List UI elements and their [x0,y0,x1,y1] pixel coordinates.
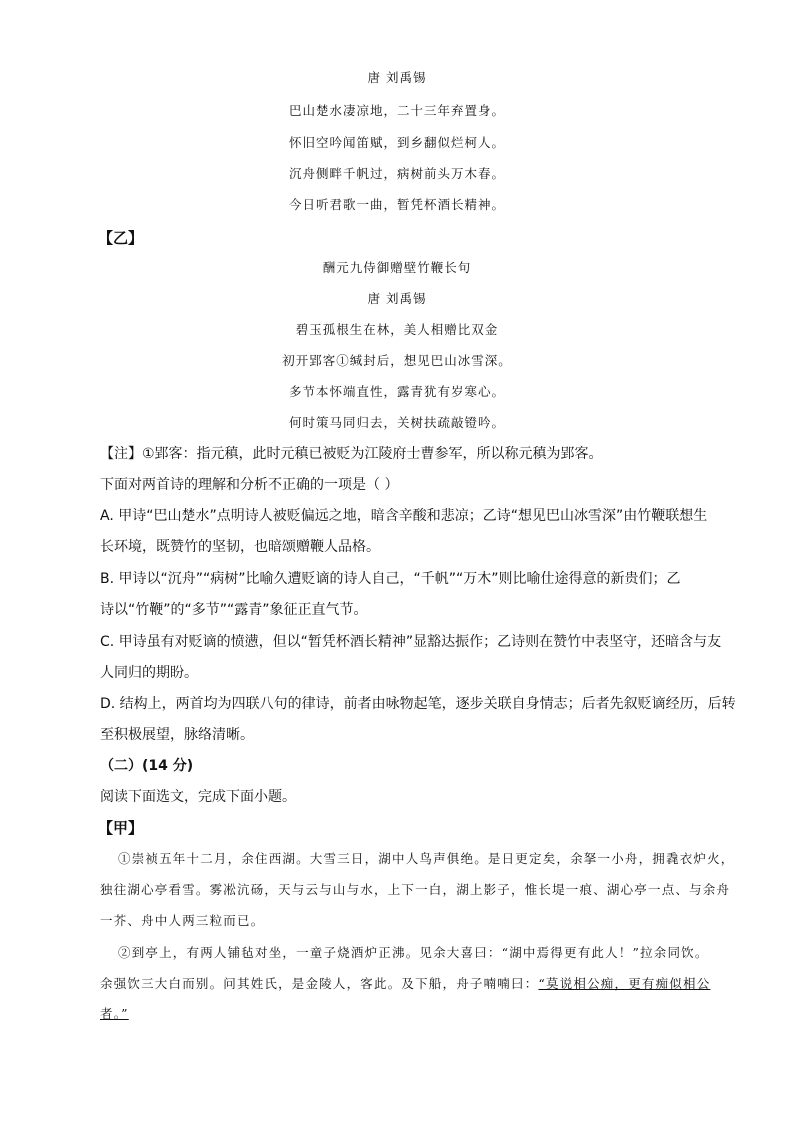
passage-label: 【甲】 [98,819,144,837]
option-b-line: B. 甲诗以“沉舟”“病树”比喻久遭贬谪的诗人自己，“千帆”“万木”则比喻仕途得意的新贵们；乙 [100,571,681,587]
poem1-author: 唐 刘禹锡 [367,70,427,85]
option-d-line: D. 结构上，两首均为四联八句的律诗，前者由咏物起笔，逐步关联自身情志；后者先叙贬谪经历，后转 [100,696,736,712]
poem2-label: 【乙】 [98,229,144,247]
option-a-line: A. 甲诗“巴山楚水”点明诗人被贬偏远之地，暗含辛酸和悲凉；乙诗“想见巴山冰雪深”由竹鞭联想生 [100,508,708,524]
underlined-quote-end: 者。” [100,1006,129,1021]
section-heading: （二）(14 分) [100,758,194,774]
poem1-line: 沉舟侧畔千帆过，病树前头万木春。 [288,166,505,181]
poem2-line: 碧玉孤根生在林，美人相赠比双金 [295,322,499,337]
poem1-line: 怀旧空吟闻笛赋，到乡翻似烂柯人。 [288,135,505,150]
option-c-line: 人同归的期盼。 [100,665,198,681]
poem1-line: 巴山楚水凄凉地，二十三年弃置身。 [288,103,505,118]
poem2-line: 何时策马同归去，关树扶疏敲镫吟。 [288,415,505,430]
poem2-title: 酬元九侍御赠壁竹鞭长句 [322,260,472,275]
question-stem: 下面对两首诗的理解和分析不正确的一项是（ ） [100,477,399,493]
section-instruction: 阅读下面选文，完成下面小题。 [100,789,296,805]
passage-line: 一芥、舟中人两三粒而已。 [100,913,265,928]
annotation-note: 【注】①郢客：指元稹，此时元稹已被贬为江陵府士曹参军，所以称元稹为郢客。 [100,446,603,462]
option-d-line: 至积极展望，脉络清晰。 [100,727,254,743]
poem2-line: 多节本怀端直性，露青犹有岁寒心。 [288,384,505,399]
passage-text: 余强饮三大白而别。问其姓氏，是金陵人，客此。及下船，舟子喃喃曰： [100,976,539,991]
passage-line: ①崇祯五年十二月，余住西湖。大雪三日，湖中人鸟声俱绝。是日更定矣，余拏一小舟，拥毳衣炉火， [118,851,735,866]
passage-line: ②到亭上，有两人铺毡对坐，一童子烧酒炉正沸。见余大喜曰：“湖中焉得更有此人！”拉余同饮。 [118,945,709,960]
passage-line [100,974,710,992]
underlined-quote: “莫说相公痴，更有痴似相公 [538,976,711,991]
passage-line: 独往湖心亭看雪。雾凇沆砀，天与云与山与水，上下一白，湖上影子，惟长堤一痕、湖心亭一点、与余舟 [100,882,731,897]
poem2-author: 唐 刘禹锡 [367,291,427,306]
poem2-line: 初开郢客①缄封后，想见巴山冰雪深。 [282,353,512,368]
poem1-line: 今日听君歌一曲，暂凭杯酒长精神。 [288,197,505,212]
option-a-line: 长环境，既赞竹的坚韧，也暗颂赠鞭人品格。 [100,539,380,555]
option-b-line: 诗以“竹鞭”的“多节”“露青”象征正直气节。 [100,602,368,618]
option-c-line: C. 甲诗虽有对贬谪的愤懑，但以“暂凭杯酒长精神”显豁达振作；乙诗则在赞竹中表坚守，还暗含与友 [100,634,722,650]
